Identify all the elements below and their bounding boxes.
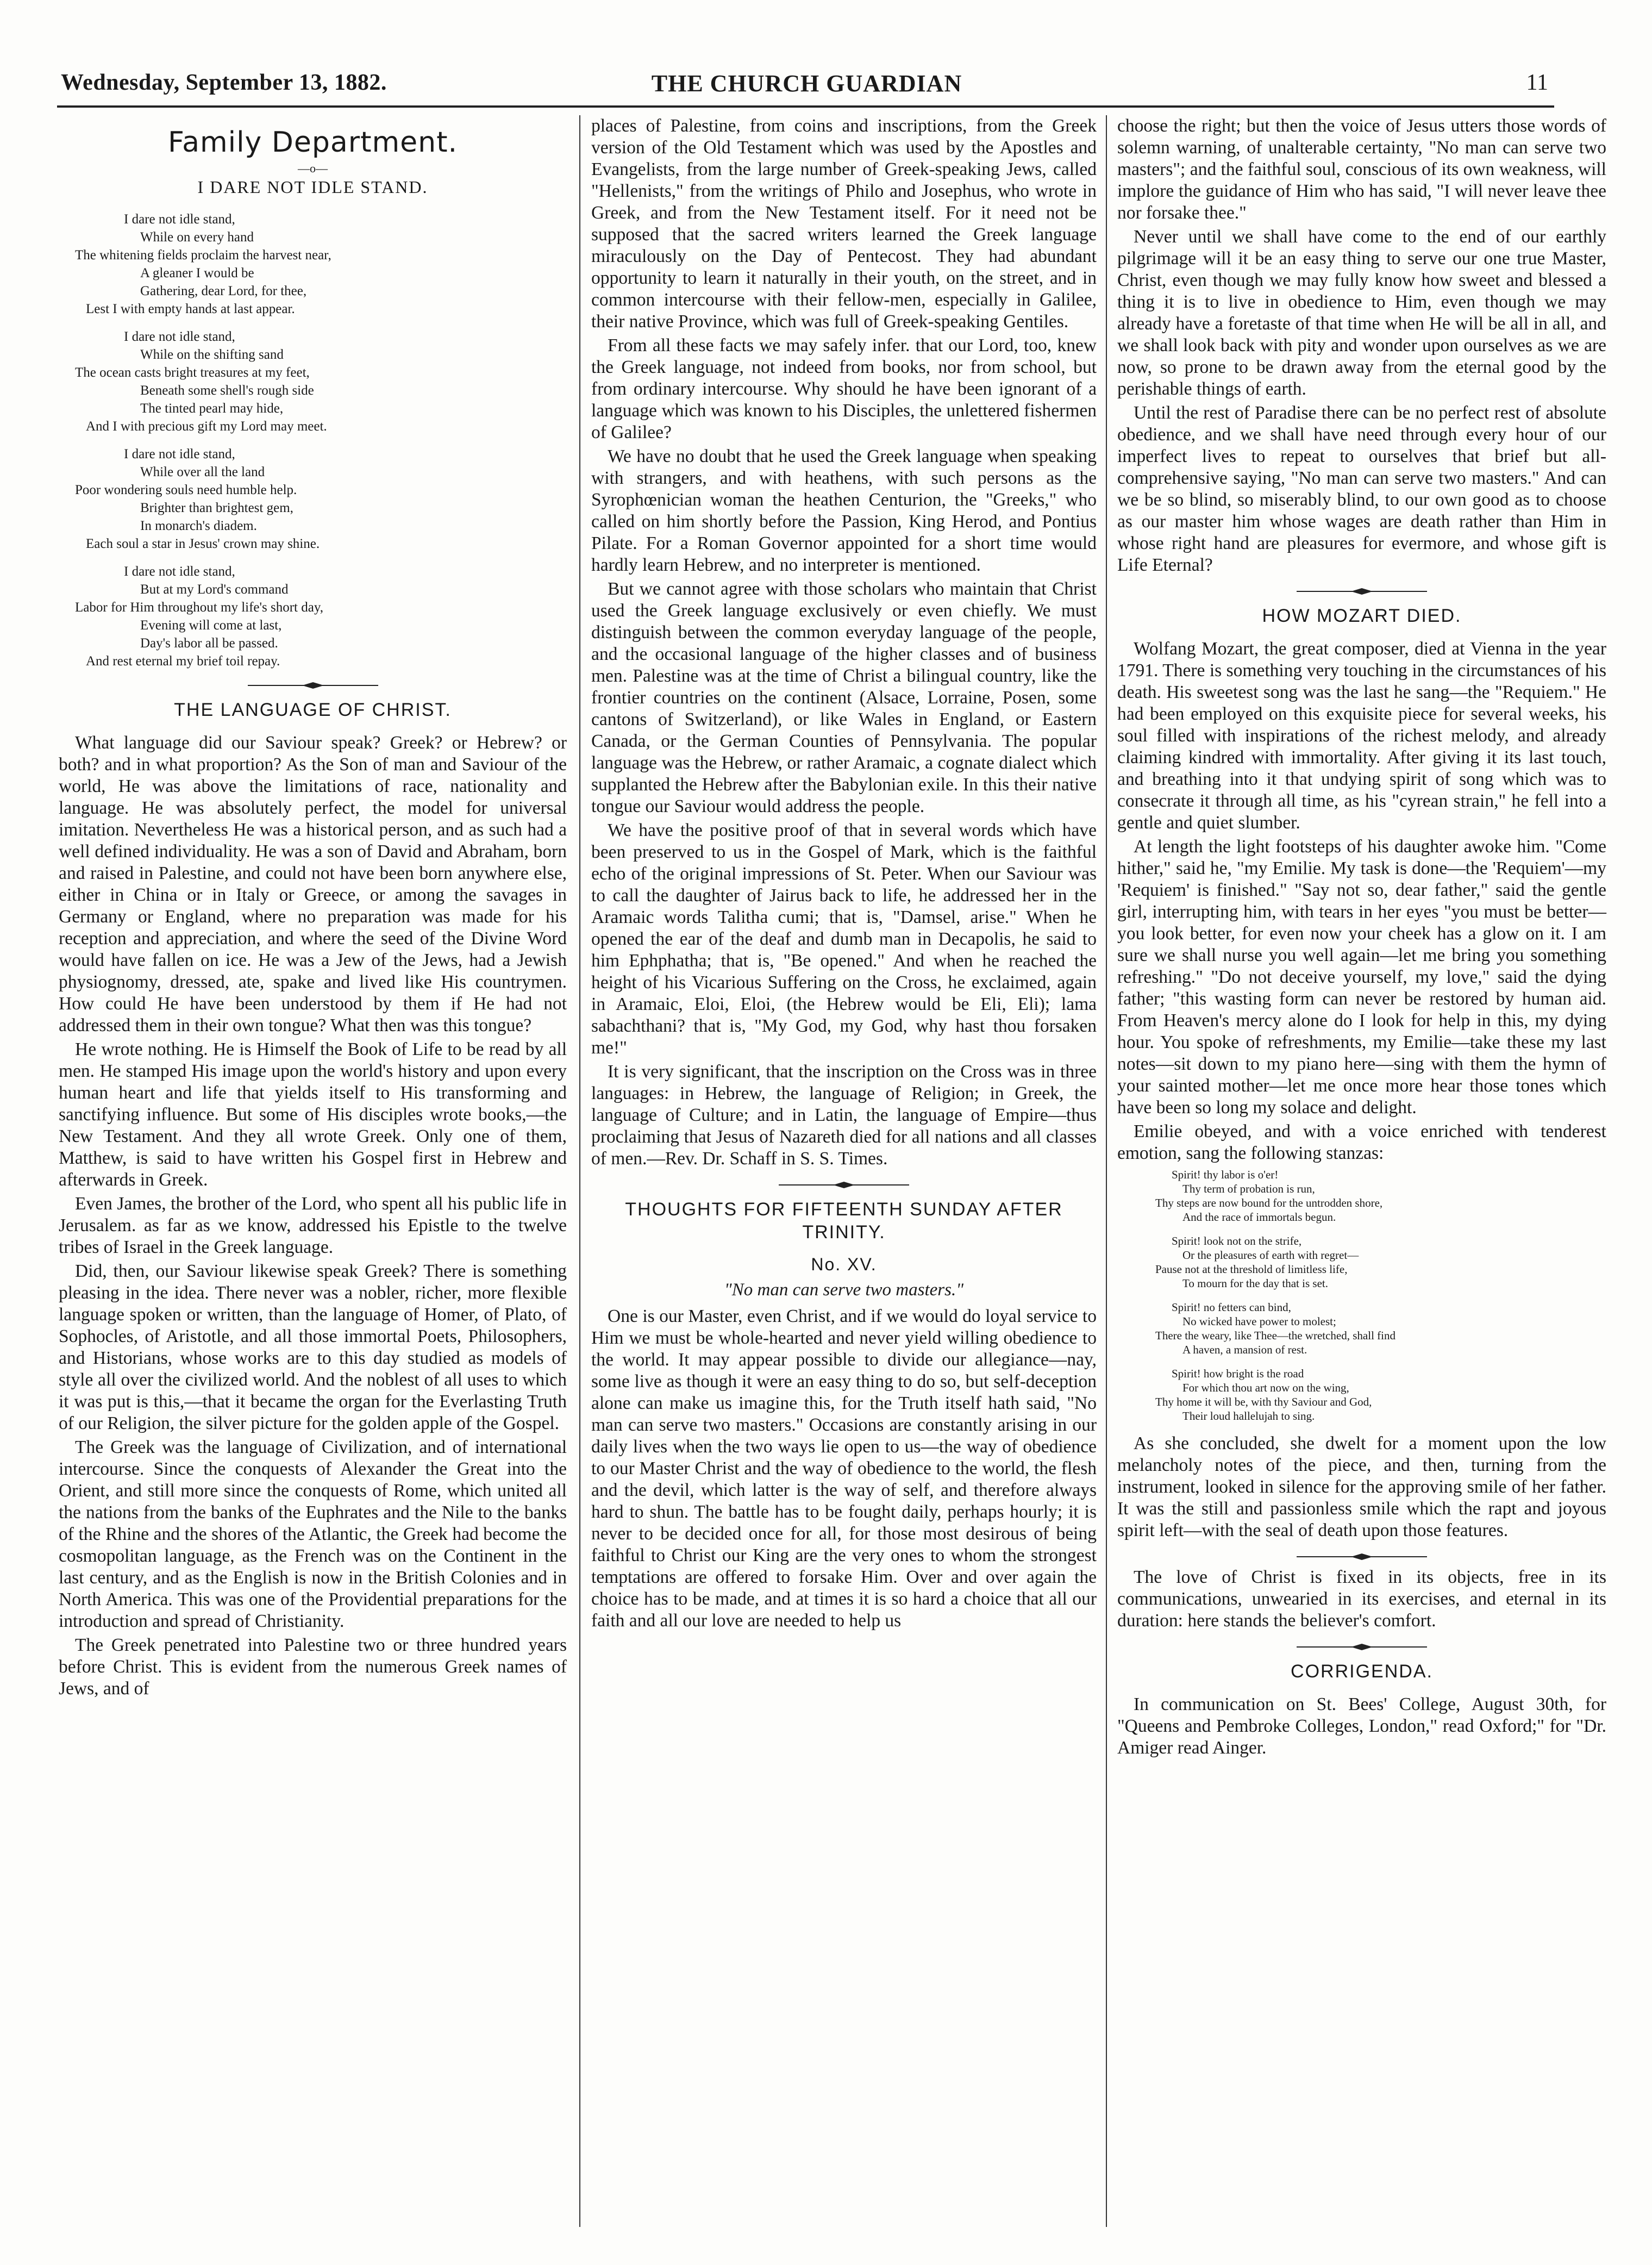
article-paragraph: Until the rest of Paradise there can be no perfect rest of absolute obedience, and we shall have need through every hour of our imperfect lives to repeat to ourselves that brief but all-comprehensive saying, "No man can serve two masters." And can we be so blind, so miserably blind, to our own good as to choose as our master him whose wages are death rather than Him in whose right hand are pleasures for evermore, and whose gift is Life Eternal? bbox=[1117, 403, 1606, 575]
section-separator bbox=[779, 1182, 909, 1188]
poem-line: A gleaner I would be bbox=[140, 266, 254, 280]
poem-line: While over all the land bbox=[140, 465, 265, 479]
hymn-line: Pause not at the threshold of limitless life, bbox=[1155, 1263, 1348, 1276]
hymn-stanza bbox=[1117, 1168, 1606, 1224]
poem-line: I dare not idle stand, bbox=[124, 447, 235, 461]
hymn-line: Thy term of probation is run, bbox=[1182, 1182, 1315, 1195]
poem bbox=[59, 210, 567, 670]
article-paragraph: From all these facts we may safely infer. that our Lord, too, knew the Greek language, not indeed from books, nor from school, but from ordinary intercourse. Why should he have been ignorant of a language which was known to his Disciples, the unlettered fishermen of Galilee? bbox=[591, 335, 1097, 442]
poem-stanza bbox=[59, 563, 567, 670]
poem-line: Each soul a star in Jesus' crown may shine. bbox=[86, 536, 320, 551]
poem-line: The ocean casts bright treasures at my feet, bbox=[75, 365, 310, 380]
article-paragraph: Wolfang Mozart, the great composer, died at Vienna in the year 1791. There is something very touching in the circumstances of his death. His sweetest song was the last he sang—the "Requiem." He had been employed on this exquisite piece for several weeks, his soul filled with inspirations of the richest melody, and already claiming kindred with immortality. After giving it its last touch, and breathing into it that undying spirit of song which was to consecrate it through all time, as his "cyrean strain," he fell into a gentle and quiet slumber. bbox=[1117, 639, 1606, 833]
running-header bbox=[61, 70, 1553, 101]
article-paragraph: The Greek was the language of Civilization, and of international intercourse. Since the conquests of Alexander the Great into the Orient, and still more since the conquests of Rome, which united all the nations from the banks of the Euphrates and the Nile to the banks of the Rhine and the shores of the Atlantic, the Greek had become the cosmopolitan language, as the French was on the Continent in the last century, and as the English is now in the British Colonies and in North America. This was one of the Providential preparations for the introduction and spread of Christianity. bbox=[59, 1437, 567, 1631]
love-paragraph: The love of Christ is fixed in its objects, free in its communications, unwearied in its exercises, and eternal in its duration: here stands the believer's comfort. bbox=[1117, 1567, 1606, 1631]
section-separator bbox=[1297, 1553, 1427, 1560]
poem-line: But at my Lord's command bbox=[140, 582, 289, 597]
hymn-line: And the race of immortals begun. bbox=[1182, 1211, 1336, 1224]
poem-line: And I with precious gift my Lord may meet. bbox=[86, 419, 327, 434]
hymn-line: Their loud hallelujah to sing. bbox=[1182, 1409, 1315, 1422]
mozart-title: HOW MOZART DIED. bbox=[1262, 606, 1462, 626]
poem-line: Beneath some shell's rough side bbox=[140, 383, 314, 398]
poem-line: The whitening fields proclaim the harvest near, bbox=[75, 248, 331, 263]
thoughts-number: No. XV. bbox=[811, 1255, 877, 1274]
poem-title: I DARE NOT IDLE STAND. bbox=[197, 177, 428, 197]
poem-line: Brighter than brightest gem, bbox=[140, 501, 293, 515]
article-paragraph: Emilie obeyed, and with a voice enriched with tenderest emotion, sang the following stanzas: bbox=[1117, 1121, 1606, 1163]
hymn-line: Spirit! no fetters can bind, bbox=[1172, 1301, 1291, 1314]
hymn-line: Spirit! look not on the strife, bbox=[1172, 1234, 1302, 1247]
column-3 bbox=[1117, 115, 1606, 2227]
hymn-line: Thy steps are now bound for the untrodden shore, bbox=[1155, 1196, 1383, 1209]
poem-line: While on every hand bbox=[140, 230, 254, 245]
hymn-line: Spirit! thy labor is o'er! bbox=[1172, 1168, 1279, 1181]
article-paragraph: places of Palestine, from coins and inscriptions, from the Greek version of the Old Testament which was used by the Apostles and Evangelists, from the large number of Greek-speaking Jews, called "Hellenists," from the writings of Philo and Josephus, who wrote in Greek, and from the New Testament itself. For it need not be supposed that the sacred writers learned the Greek language miraculously on the Day of Pentecost. They had abundant opportunity to learn it naturally in their youth, on the street, and in common intercourse with their fellow-men, especially in Galilee, their native Province, which was full of Greek-speaking Gentiles. bbox=[591, 116, 1097, 332]
department-heading: Family Department. bbox=[167, 126, 458, 159]
corrigenda-title: CORRIGENDA. bbox=[1291, 1661, 1433, 1682]
hymn-line: To mourn for the day that is set. bbox=[1182, 1277, 1328, 1290]
hymn-line: A haven, a mansion of rest. bbox=[1182, 1343, 1307, 1356]
section-separator bbox=[1297, 588, 1427, 595]
article-paragraph: We have no doubt that he used the Greek language when speaking with strangers, and with heathens, with such persons as the Syrophœnician woman the heathen Centurion, the "Greeks," who called on him shortly before the Passion, King Herod, and Pontius Pilate. For a Roman Governor appointed for a short time would hardly learn Hebrew, and no interpreter is mentioned. bbox=[591, 446, 1097, 575]
poem-line: And rest eternal my brief toil repay. bbox=[86, 654, 280, 669]
poem-line: In monarch's diadem. bbox=[140, 519, 257, 533]
column-rule-1 bbox=[579, 115, 580, 2227]
poem-line: Poor wondering souls need humble help. bbox=[75, 483, 297, 497]
poem-stanza bbox=[59, 210, 567, 318]
thoughts-text: "No man can serve two masters." bbox=[724, 1280, 964, 1300]
poem-line: The tinted pearl may hide, bbox=[140, 401, 284, 416]
department-ornament: —o— bbox=[298, 161, 328, 175]
article-title: THE LANGUAGE OF CHRIST. bbox=[174, 700, 452, 720]
article-paragraph: But we cannot agree with those scholars who maintain that Christ used the Greek language exclusively or even chiefly. We must distinguish between the common everyday language of the people, and the occasional language of the higher classes and of business men. Palestine was at the time of Christ a bilingual country, like the frontier countries on the continent (Alsace, Lorraine, Posen, some cantons of Switzerland), or like Wales in England, or Eastern Canada, or the German Counties of Pennsylvania. The popular language was the Hebrew, or rather Aramaic, a cognate dialect which supplanted the Hebrew after the Babylonian exile. In this their native tongue our Saviour would address the people. bbox=[591, 579, 1097, 816]
hymn-line: No wicked have power to molest; bbox=[1182, 1315, 1336, 1328]
hymn-line: There the weary, like Thee—the wretched, shall find bbox=[1155, 1329, 1396, 1342]
thoughts-title: THOUGHTS FOR FIFTEENTH SUNDAY AFTER TRINITY. bbox=[625, 1199, 1063, 1243]
article-paragraph: Even James, the brother of the Lord, who spent all his public life in Jerusalem. as far as we know, addressed his Epistle to the twelve tribes of Israel in the Greek language. bbox=[59, 1194, 567, 1257]
article-paragraph: choose the right; but then the voice of Jesus utters those words of solemn warning, of unalterable certainty, "No man can serve two masters"; and the faithful soul, conscious of its own weakness, will implore the guidance of Him who has said, "I will never leave thee nor forsake thee." bbox=[1117, 116, 1606, 223]
poem-stanza bbox=[59, 328, 567, 435]
section-separator bbox=[1297, 1644, 1427, 1650]
article-paragraph: He wrote nothing. He is Himself the Book of Life to be read by all men. He stamped His image upon the world's history and upon every human heart and life that yields itself to His transforming and sanctifying influence. But some of His disciples wrote books,—the New Testament. And they all wrote Greek. Only one of them, Matthew, is said to have written his Gospel first in Hebrew and afterwards in Greek. bbox=[59, 1039, 567, 1190]
hymn-line: Thy home it will be, with thy Saviour and God, bbox=[1155, 1395, 1372, 1408]
hymn-line: Or the pleasures of earth with regret— bbox=[1182, 1249, 1359, 1262]
hymn-stanza bbox=[1117, 1367, 1606, 1423]
section-separator bbox=[248, 682, 378, 689]
header-rule bbox=[57, 105, 1554, 108]
poem-line: While on the shifting sand bbox=[140, 347, 284, 362]
hymn-stanza bbox=[1117, 1234, 1606, 1290]
article-paragraph: It is very significant, that the inscription on the Cross was in three languages: in Hebrew, the language of Religion; in Greek, the language of Culture; and in Latin, the language of Empire—thus proclaiming that Jesus of Nazareth died for all nations and all classes of men.—Rev. Dr. Schaff in S. S. Times. bbox=[591, 1062, 1097, 1169]
poem-line: Gathering, dear Lord, for thee, bbox=[140, 284, 307, 298]
corrigenda-text: In communication on St. Bees' College, August 30th, for "Queens and Pembroke Colleges, London," read Oxford;" for "Dr. Amiger read Ainger. bbox=[1117, 1694, 1606, 1758]
article-paragraph: One is our Master, even Christ, and if we would do loyal service to Him we must be whole-hearted and never yield willing obedience to the world. It may appear possible to divide our allegiance—nay, some live as though it were an easy thing to do so, but self-deception alone can make us imagine this, for the Truth itself hath said, "No man can serve two masters." Occasions are constantly arising in our daily lives when the two ways lie open to us—the way of obedience to our Master Christ and the way of obedience to the world, the flesh and the devil, which latter is the way of self, and therefore always hard to shun. The battle has to be fought daily, perhaps hourly; it is never to be decided once for all, for those most desirous of being faithful to Christ our King are the very ones to whom the strongest temptations are offered to forsake Him. Over and over again the choice has to be made, and at times it is so hard a choice that all our faith and all our love are needed to help us bbox=[591, 1306, 1097, 1631]
article-paragraph: At length the light footsteps of his daughter awoke him. "Come hither," said he, "my Emilie. My task is done—the 'Requiem'—my 'Requiem' is finished." "Say not so, dear father," said the gentle girl, interrupting him, with tears in her eyes "you must be better—you look better, for even now your cheek has a glow on it. I am sure we shall nurse you well again—let me bring you something refreshing." "Do not deceive yourself, my love," said the dying father; "this wasting form can never be restored by human aid. From Heaven's mercy alone do I look for help in this, my dying hour. You spoke of refreshments, my Emilie—take these my last notes—sit down to my piano here—sing with them the hymn of your sainted mother—let me once more hear those tones which have been so long my solace and delight. bbox=[1117, 837, 1606, 1118]
hymn-line: For which thou art now on the wing, bbox=[1182, 1381, 1349, 1394]
poem-line: Day's labor all be passed. bbox=[140, 636, 278, 651]
page-number: 11 bbox=[1526, 70, 1548, 95]
hymn-line: Spirit! how bright is the road bbox=[1172, 1367, 1304, 1380]
poem-line: Labor for Him throughout my life's short day, bbox=[75, 600, 323, 615]
article-paragraph: Did, then, our Saviour likewise speak Greek? There is something pleasing in the idea. There never was a nobler, richer, more flexible language spoken or written, than the language of Homer, of Plato, of Sophocles, of Aristotle, and all those immortal Poets, Philosophers, and Historians, whose works are to this day studied as models of style all over the civilized world. And the noblest of all uses to which it was put is this,—that it became the organ for the Everlasting Truth of our Religion, the silver picture for the golden apple of the Gospel. bbox=[59, 1261, 567, 1433]
article-paragraph: What language did our Saviour speak? Greek? or Hebrew? or both? and in what proportion? As the Son of man and Saviour of the world, He was above the limitations of race, nationality and language. He was absolutely perfect, the model for universal imitation. Nevertheless He was a historical person, and as such had a well defined individuality. He was a son of David and Abraham, born and raised in Palestine, and could not have been born anywhere else, either in China or in Italy or Greece, or among the savages in Germany or England, where no preparation was made for his reception and appreciation, and where the seed of the Divine Word would have fallen on ice. He was a Jew of the Jews, had a Jewish physiognomy, dressed, ate, spake and lived like His countrymen. How could He have been understood by them if He had not addressed them in their own tongue? What then was this tongue? bbox=[59, 733, 567, 1035]
issue-date: Wednesday, September 13, 1882. bbox=[61, 70, 387, 95]
poem-line: Evening will come at last, bbox=[140, 618, 282, 633]
article-paragraph: The Greek penetrated into Palestine two or three hundred years before Christ. This is evident from the numerous Greek names of Jews, and of bbox=[59, 1635, 567, 1699]
poem-stanza bbox=[59, 445, 567, 553]
article-paragraph: Never until we shall have come to the end of our earthly pilgrimage will it be an easy thing to serve our one true Master, Christ, even though we may fully know how sweet and blessed a thing it is to live in obedience to Him, even though we may already have a foretaste of that time when He will be all in all, and we shall look back with pity and wonder upon ourselves as we are now, so prone to be drawn away from the eternal good by the perishable things of earth. bbox=[1117, 227, 1606, 399]
article-paragraph: As she concluded, she dwelt for a moment upon the low melancholy notes of the piece, and then, turning from the instrument, looked in silence for the approving smile of her father. It was the still and passionless smile which the rapt and joyous spirit left—with the seal of death upon those features. bbox=[1117, 1433, 1606, 1540]
column-2 bbox=[591, 115, 1097, 2227]
poem-line: Lest I with empty hands at last appear. bbox=[86, 302, 295, 316]
article-paragraph: We have the positive proof of that in several words which have been preserved to us in the Gospel of Mark, which is the faithful echo of the original impressions of St. Peter. When our Saviour was to call the daughter of Jairus back to life, he addressed her in the Aramaic words Talitha cumi; that is, "Damsel, arise." When he opened the ear of the deaf and dumb man in Decapolis, he said to him Ephphatha; that is, "Be opened." And when he reached the height of his Vicarious Suffering on the Cross, he exclaimed, again in Aramaic, Eloi, Eloi, (the Hebrew would be Eli, Eli); lama sabachthani? that is, "My God, my God, why hast thou forsaken me!" bbox=[591, 820, 1097, 1058]
newspaper-title: THE CHURCH GUARDIAN bbox=[651, 70, 962, 97]
column-1 bbox=[59, 115, 567, 2227]
column-rule-2 bbox=[1106, 115, 1107, 2227]
poem-line: I dare not idle stand, bbox=[124, 329, 235, 344]
poem-line: I dare not idle stand, bbox=[124, 564, 235, 579]
poem-line: I dare not idle stand, bbox=[124, 212, 235, 227]
hymn-stanza bbox=[1117, 1300, 1606, 1357]
